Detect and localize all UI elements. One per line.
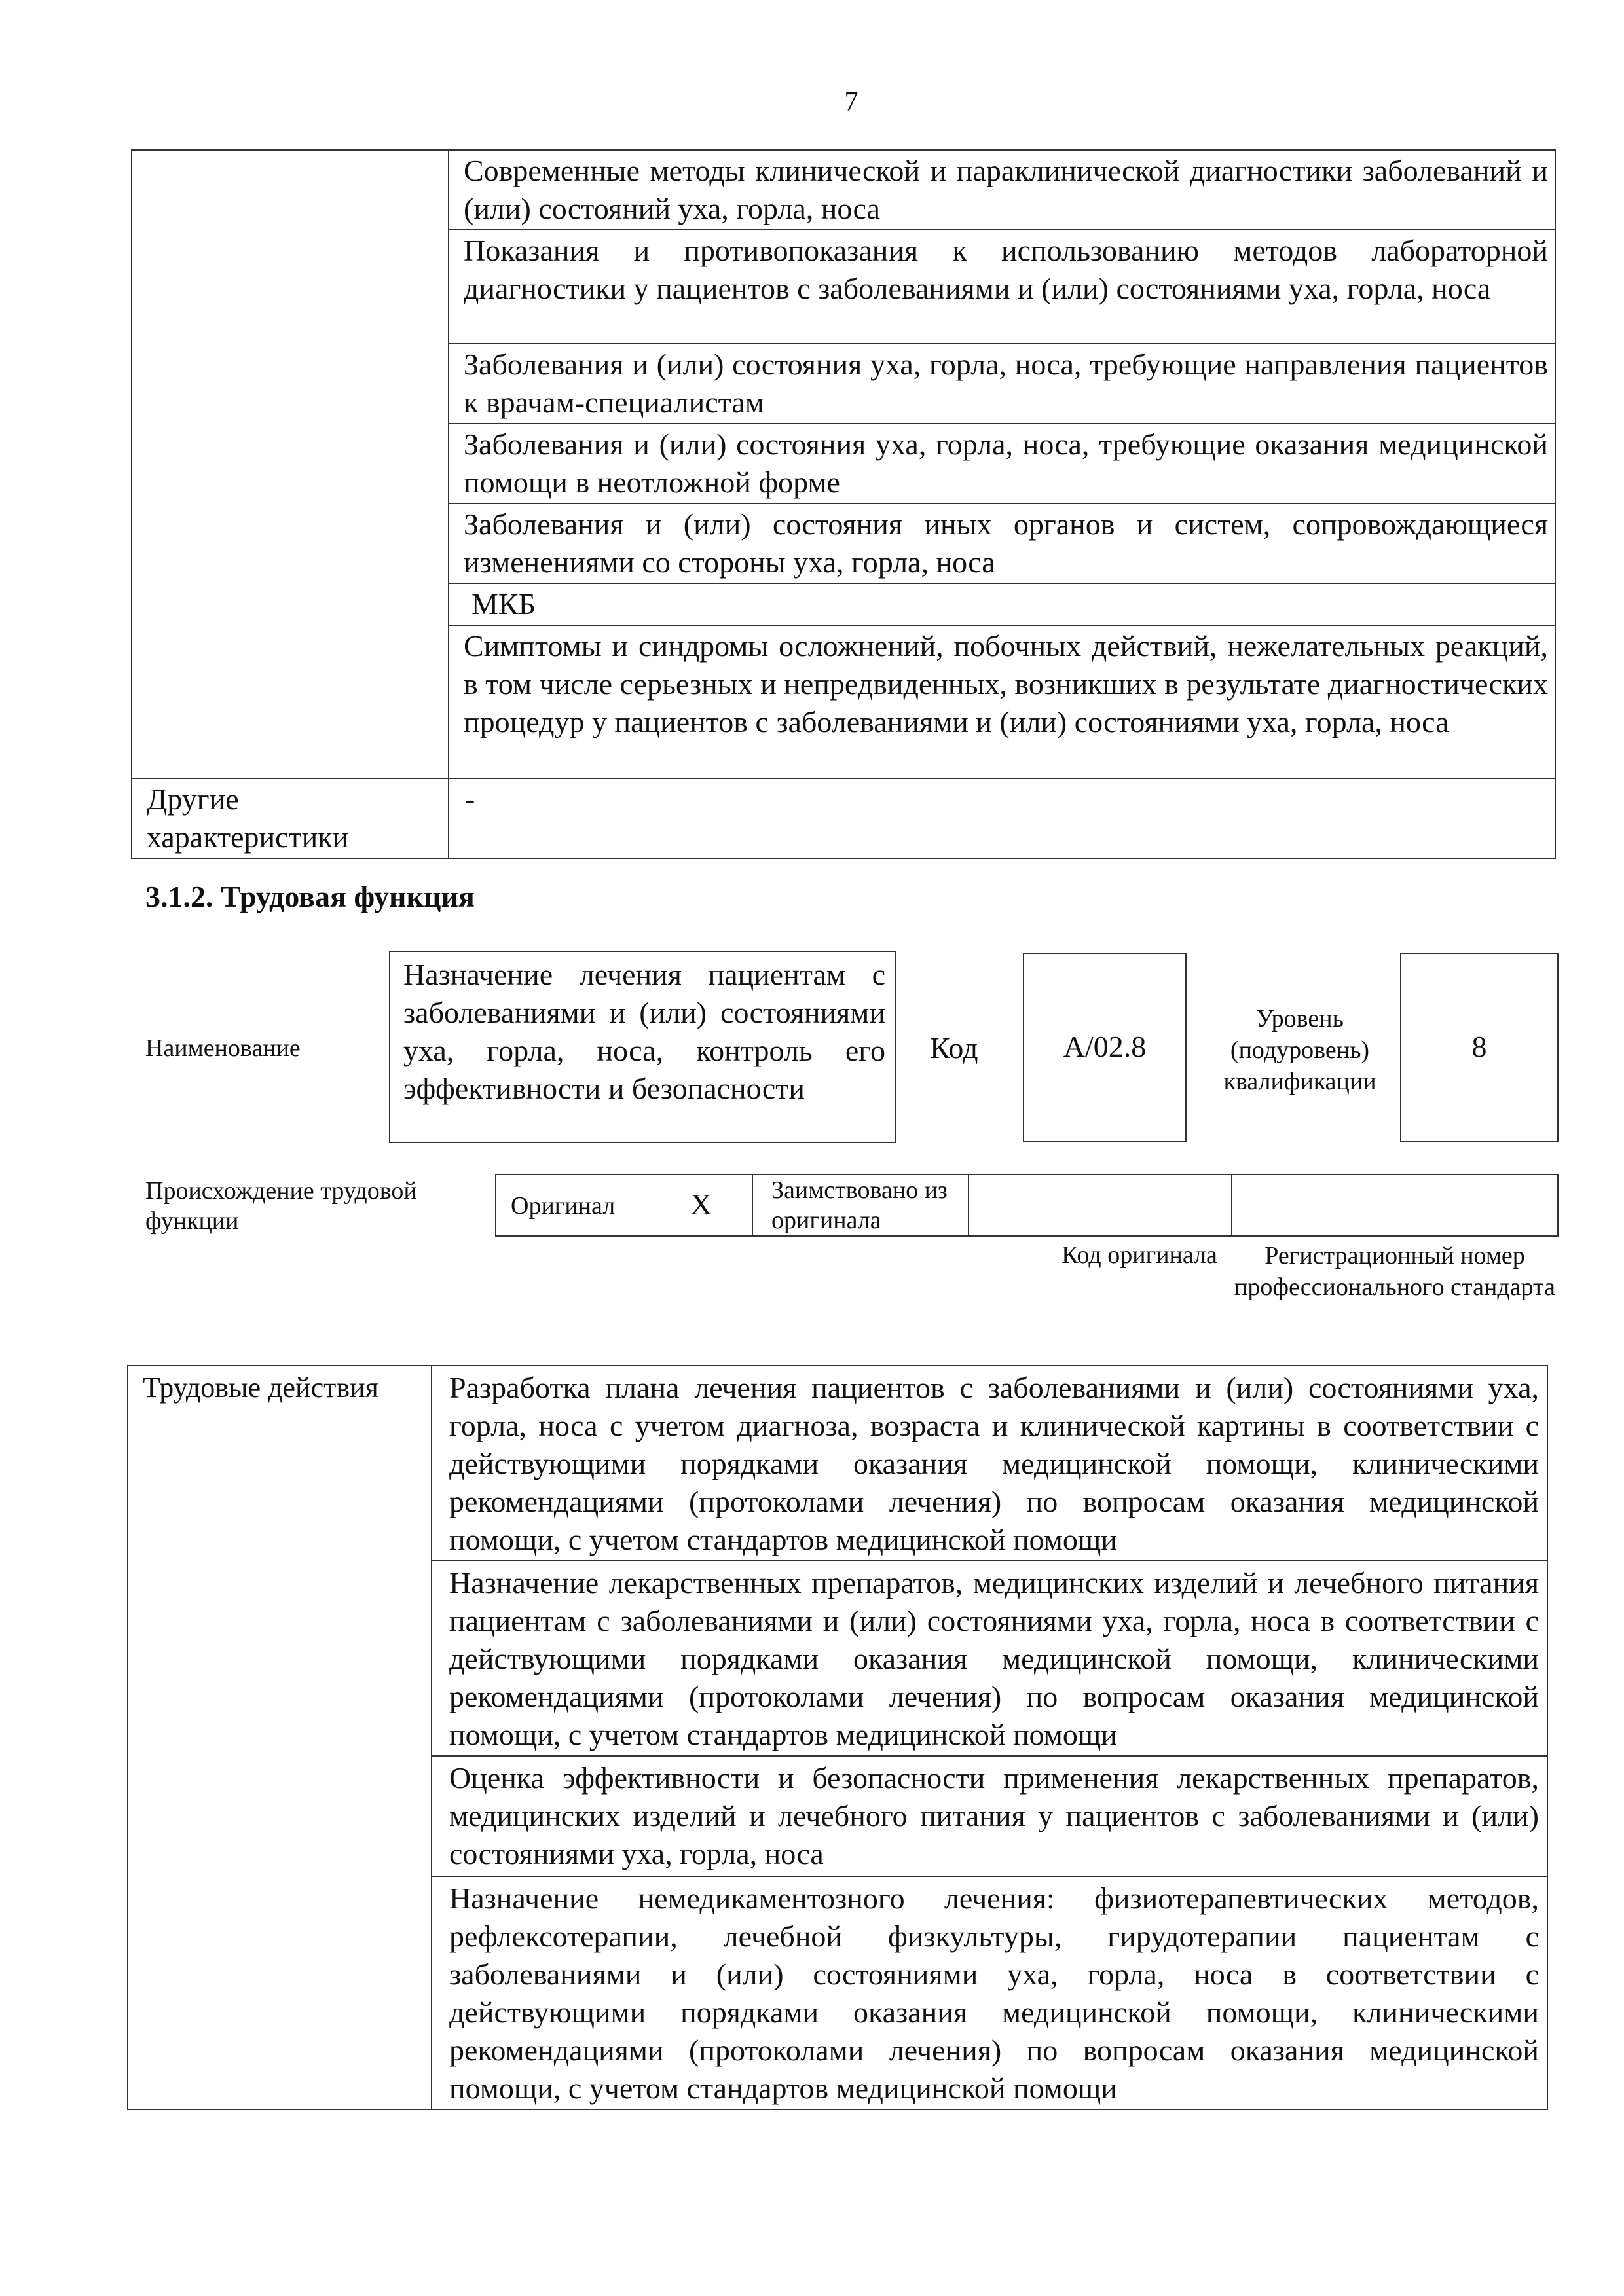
knowledge-table	[131, 149, 1556, 859]
level-label: Уровень (подуровень) квалификации	[1223, 1005, 1376, 1095]
function-name-box	[389, 951, 896, 1143]
table-row	[128, 1366, 1547, 1561]
action-item: Оценка эффективности и безопасности применения лекарственных препаратов, медицинских изделий и лечебного питания у пациентов с заболеваниями и (или) состояниями уха, горла, носа	[432, 1756, 1547, 1876]
origin-table	[495, 1174, 1559, 1237]
borrowed-label: Заимствовано из оригинала	[771, 1176, 948, 1234]
actions-table	[127, 1365, 1548, 2110]
code-label: Код	[930, 1031, 978, 1065]
table-row	[132, 778, 1555, 858]
other-characteristics-label: Другие характеристики	[132, 778, 449, 858]
other-characteristics-value: -	[449, 778, 1555, 858]
action-item: Разработка плана лечения пациентов с заболеваниями и (или) состояниями уха, горла, носа с учетом диагноза, возраста и клинической картины в соответствии с действующими порядками оказания медицинской помощи, клиническими рекомендациями (протоколами лечения) по вопросам оказания медицинской помощи, с учетом стандартов медицинской помощи	[432, 1366, 1547, 1561]
action-item: Назначение немедикаментозного лечения: физиотерапевтических методов, рефлексотерапии, лечебной физкультуры, гирудотерапии пациентам с заболеваниями и (или) состояниями уха, горла, носа в соответствии с действующими порядками оказания медицинской помощи, клиническими рекомендациями (протоколами лечения) по вопросам оказания медицинской помощи, с учетом стандартов медицинской помощи	[432, 1876, 1547, 2109]
knowledge-item: Заболевания и (или) состояния иных органов и систем, сопровождающиеся изменениями со стороны уха, горла, носа	[449, 503, 1555, 583]
knowledge-item: Показания и противопоказания к использованию методов лабораторной диагностики у пациентов с заболеваниями и (или) состояниями уха, горла, носа	[449, 230, 1555, 344]
divider	[752, 1175, 753, 1235]
level-value: 8	[1471, 1030, 1487, 1063]
page-number: 7	[844, 87, 858, 117]
knowledge-label-cell	[132, 150, 449, 778]
action-item: Назначение лекарственных препаратов, медицинских изделий и лечебного питания пациентам с заболеваниями и (или) состояниями уха, горла, носа в соответствии с действующими порядками оказания медицинской помощи, клиническими рекомендациями (протоколами лечения) по вопросам оказания медицинской помощи, с учетом стандартов медицинской помощи	[432, 1561, 1547, 1756]
origin-label: Происхождение трудовой функции	[145, 1177, 417, 1235]
knowledge-item: Современные методы клинической и параклинической диагностики заболеваний и (или) состояний уха, горла, носа	[449, 150, 1555, 230]
knowledge-item: Заболевания и (или) состояния уха, горла, носа, требующие оказания медицинской помощи в неотложной форме	[449, 424, 1555, 503]
section-title: 3.1.2. Трудовая функция	[145, 880, 475, 913]
code-value: A/02.8	[1063, 1030, 1147, 1063]
name-label: Наименование	[145, 1034, 301, 1062]
original-mark: X	[690, 1188, 712, 1221]
divider	[1231, 1175, 1232, 1235]
table-row	[132, 150, 1555, 230]
knowledge-item: Симптомы и синдромы осложнений, побочных действий, нежелательных реакций, в том числе серьезных и непредвиденных, возникших в результате диагностических процедур у пациентов с заболеваниями и (или) состояниями уха, горла, носа	[449, 625, 1555, 778]
knowledge-item: МКБ	[449, 583, 1555, 625]
original-label: Оригинал	[511, 1192, 616, 1220]
code-box	[1023, 953, 1187, 1142]
actions-label: Трудовые действия	[128, 1366, 432, 2109]
level-box	[1400, 953, 1559, 1142]
knowledge-item: Заболевания и (или) состояния уха, горла, носа, требующие направления пациентов к врачам-специалистам	[449, 344, 1555, 424]
original-code-caption: Код оригинала	[1061, 1241, 1217, 1269]
registration-number-caption: Регистрационный номер профессионального стандарта	[1234, 1242, 1555, 1301]
function-name: Назначение лечения пациентам с заболеваниями и (или) состояниями уха, горла, носа, контроль его эффективности и безопасности	[403, 958, 885, 1105]
divider	[968, 1175, 969, 1235]
